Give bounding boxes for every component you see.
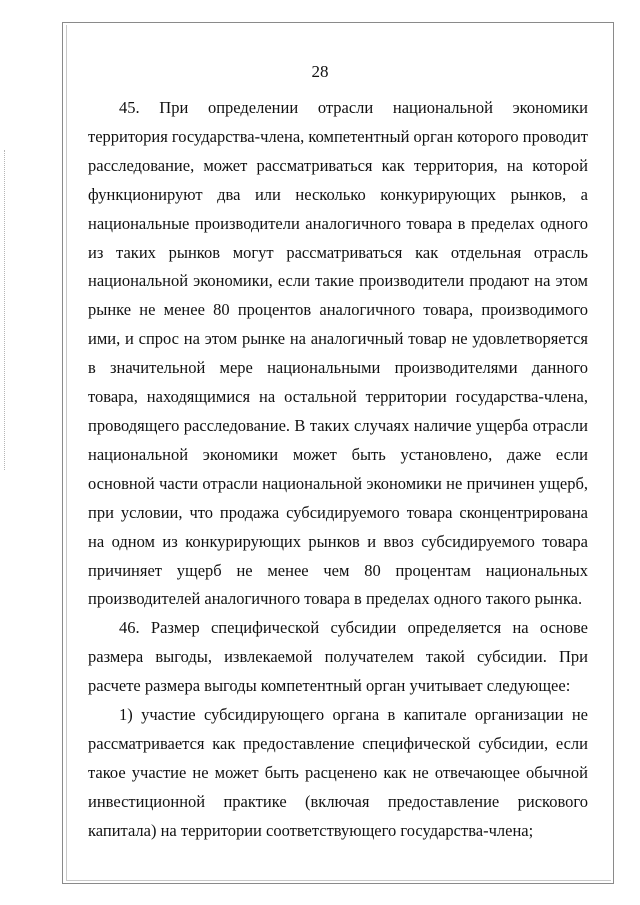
paragraph-46: 46. Размер специфической субсидии определяется на основе размера выгоды, извлекаемой получателем такой субсидии. При расчете размера выгоды компетентный орган учитывает следующее: <box>88 618 588 696</box>
paragraph-46-item-1: 1) участие субсидирующего органа в капитале организации не рассматривается как предоставление специфической субсидии, если такое участие не может быть расценено как не отвечающее обычной инвестиционной практике (включая предоставление рискового капитала) на территории соответствующего государства-члена; <box>88 705 588 840</box>
document-body <box>88 94 588 846</box>
scan-margin-marks <box>4 150 9 470</box>
paragraph-45: 45. При определении отрасли национальной экономики территория государства-члена, компетентный орган которого проводит расследование, может рассматриваться как территория, на которой функционируют два или несколько конкурирующих рынков, а национальные производители аналогичного товара в пределах одного из таких рынков могут рассматриваться как отдельная отрасль национальной экономики, если такие производители продают на этом рынке не менее 80 процентов аналогичного товара, производимого ими, и спрос на этом рынке на аналогичный товар не удовлетворяется в значительной мере национальными производителями данного товара, находящимися на остальной территории государства-члена, проводящего расследование. В таких случаях наличие ущерба отрасли национальной экономики может быть установлено, даже если основной части отрасли национальной экономики не причинен ущерб, при условии, что продажа субсидируемого товара сконцентрирована на одном из конкурирующих рынков и ввоз субсидируемого товара причиняет ущерб не менее чем 80 процентам национальных производителей аналогичного товара в пределах одного такого рынка. <box>88 98 588 609</box>
page-number: 28 <box>311 62 329 81</box>
